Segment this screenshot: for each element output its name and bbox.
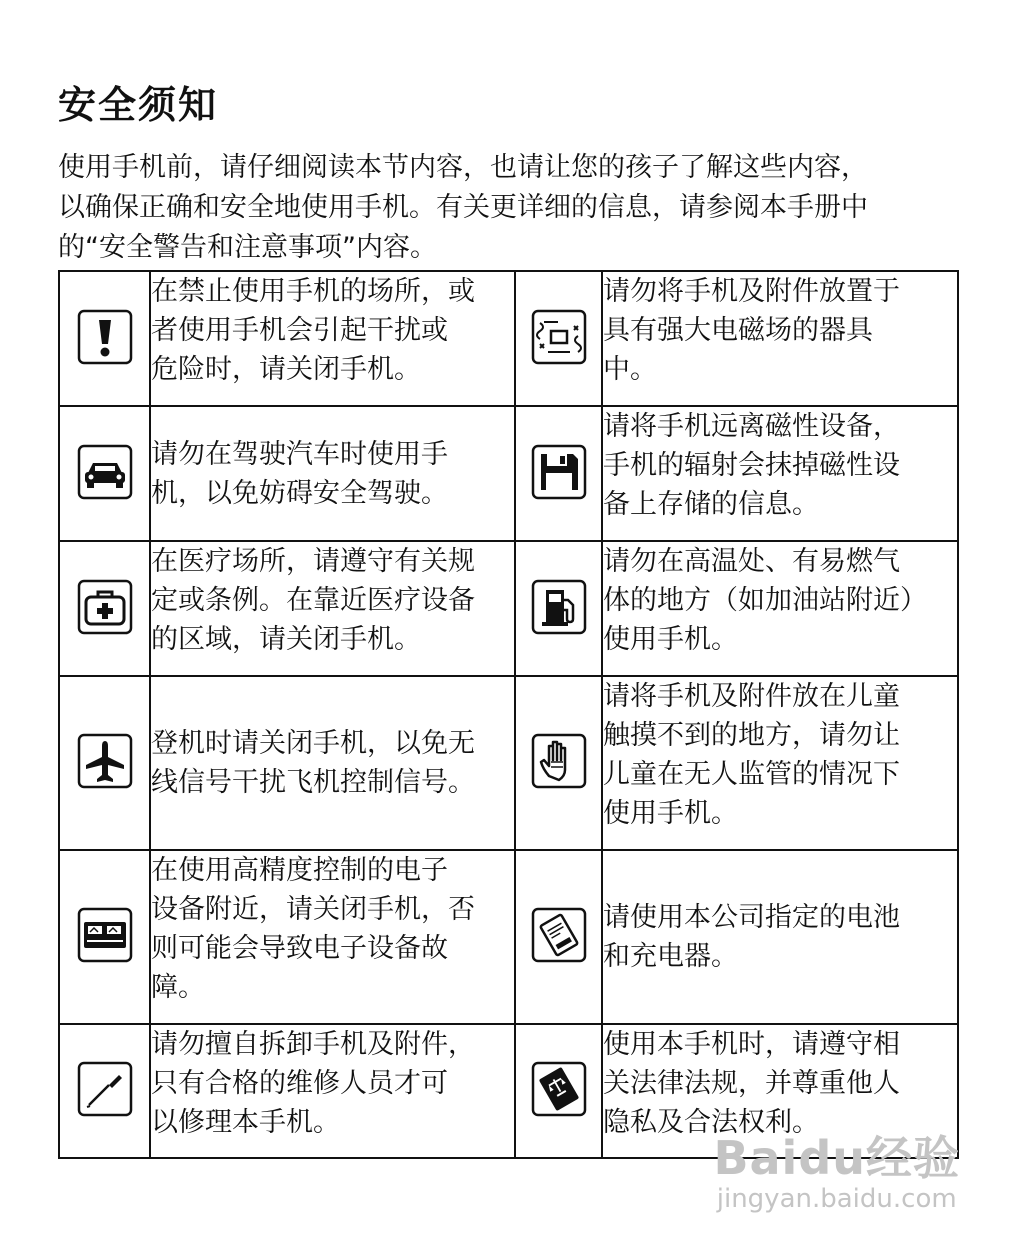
safety-text: 请勿在驾驶汽车时使用手 机，以免妨碍安全驾驶。 — [150, 406, 515, 541]
exclamation-icon — [76, 308, 134, 366]
screwdriver-icon — [76, 1060, 134, 1118]
law-book-icon — [530, 1060, 588, 1118]
watermark-url: jingyan.baidu.com — [716, 1184, 957, 1214]
intro-line: 使用手机前，请仔细阅读本节内容，也请让您的孩子了解这些内容， — [58, 152, 868, 183]
page-title: 安全须知 — [58, 83, 219, 127]
airplane-icon — [76, 732, 134, 790]
medical-kit-icon — [76, 578, 134, 636]
safety-text: 请将手机及附件放在儿童 触摸不到的地方，请勿让 儿童在无人监管的情况下 使用手机。 — [602, 676, 958, 850]
safety-text: 使用本手机时，请遵守相 关法律法规，并尊重他人 隐私及合法权利。 — [602, 1024, 958, 1158]
battery-icon — [530, 906, 588, 964]
safety-text: 请勿将手机及附件放置于 具有强大电磁场的器具 中。 — [602, 271, 958, 406]
safety-row — [59, 271, 958, 406]
intro-paragraph — [58, 148, 963, 268]
fuel-pump-icon — [530, 578, 588, 636]
safety-text: 请将手机远离磁性设备， 手机的辐射会抹掉磁性设 备上存储的信息。 — [602, 406, 958, 541]
safety-row — [59, 850, 958, 1024]
electromagnetic-field-icon — [530, 308, 588, 366]
safety-row — [59, 541, 958, 676]
baidu-watermark — [713, 1122, 960, 1214]
safety-text: 登机时请关闭手机，以免无 线信号干扰飞机控制信号。 — [150, 676, 515, 850]
safety-row — [59, 676, 958, 850]
car-icon — [76, 443, 134, 501]
electronic-device-icon — [76, 906, 134, 964]
safety-text: 请勿在高温处、有易燃气 体的地方（如加油站附近） 使用手机。 — [602, 541, 958, 676]
safety-text: 在禁止使用手机的场所，或 者使用手机会引起干扰或 危险时，请关闭手机。 — [150, 271, 515, 406]
floppy-disk-icon — [530, 443, 588, 501]
safety-text: 请使用本公司指定的电池 和充电器。 — [602, 850, 958, 1024]
safety-text: 在使用高精度控制的电子 设备附近，请关闭手机，否 则可能会导致电子设备故 障。 — [150, 850, 515, 1024]
safety-text: 请勿擅自拆卸手机及附件， 只有合格的维修人员才可 以修理本手机。 — [150, 1024, 515, 1158]
hand-icon — [530, 732, 588, 790]
safety-text: 在医疗场所，请遵守有关规 定或条例。在靠近医疗设备 的区域，请关闭手机。 — [150, 541, 515, 676]
intro-line: 以确保正确和安全地使用手机。有关更详细的信息，请参阅本手册中 — [58, 192, 868, 223]
intro-line: 的“安全警告和注意事项”内容。 — [58, 232, 437, 263]
watermark-logo-text: Baidu经验 — [713, 1131, 960, 1185]
safety-table — [58, 270, 959, 1159]
safety-row — [59, 406, 958, 541]
